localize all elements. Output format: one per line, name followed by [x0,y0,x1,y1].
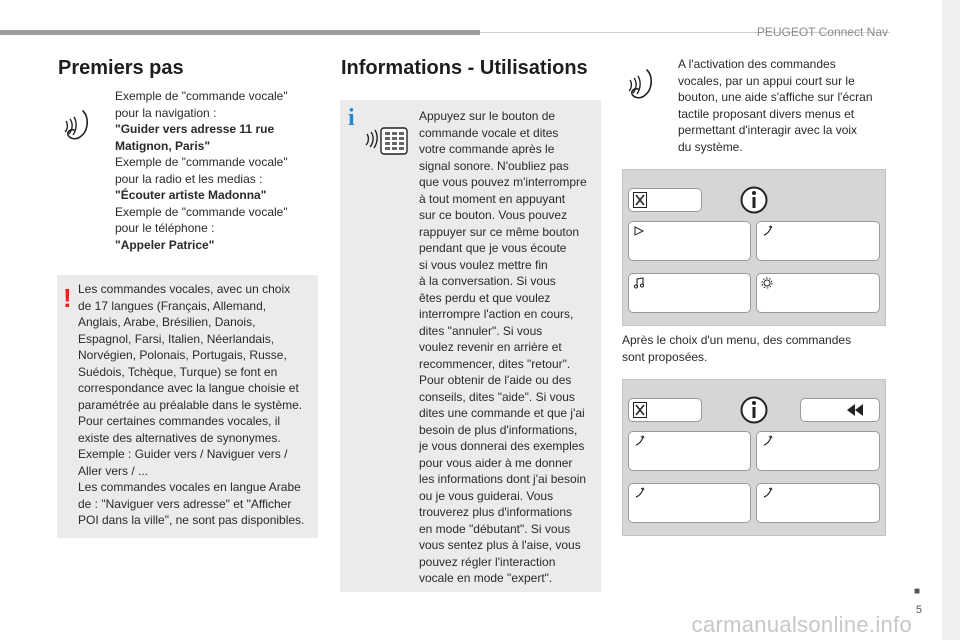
text-line: recommencer, dites "retour". [419,356,571,371]
text-line: Suédois, Tchèque, Turque) se font en [78,364,278,379]
text-line: Anglais, Arabe, Brésilien, Danois, [78,315,256,329]
header-title: PEUGEOT Connect Nav [756,25,888,39]
phone-icon [633,487,645,499]
command-button-1[interactable] [628,431,751,471]
voice-button-icon [363,118,411,158]
text-line: Exemple de "commande vocale" [115,89,288,103]
text-line: Pour obtenir de l'aide ou des [419,373,572,387]
close-icon [633,192,647,208]
page-edge-strip [942,0,960,640]
text-line: à tout moment en appuyant [419,191,566,206]
text-line: êtes perdu et que voulez [419,290,551,305]
text-line: bouton, une aide s'affiche sur l'écran [678,90,873,104]
text-line: correspondance avec la langue choisie et [78,381,299,395]
text-line: "Écouter artiste Madonna" [115,188,267,202]
text-line: pour vous aider à me donner [419,455,573,470]
menu-navigation-button[interactable] [628,221,751,261]
text-line: Pour certaines commandes vocales, il [78,414,281,428]
text-line: trouverez plus d'informations [419,505,573,519]
watermark: carmanualsonline.info [691,612,912,637]
text-line: Espagnol, Farsi, Italien, Néerlandais, [78,331,275,346]
close-button-2[interactable] [628,398,702,422]
command-button-3[interactable] [628,483,751,523]
text-line: vocales, par un appui court sur le [678,73,855,88]
warning-icon: ! [63,283,72,313]
text-line: votre commande après le [419,142,555,156]
text-line: du système. [678,139,743,154]
text-line: Appuyez sur le bouton de [419,109,556,123]
voice-command-icon [62,107,102,143]
phone-icon [761,487,773,499]
text-line: Norvégien, Polonais, Portugais, Russe, [78,348,287,362]
text-line: pour la radio et les medias : [115,171,263,186]
text-line: tactile proposant divers menus et [678,106,855,121]
command-button-2[interactable] [756,431,880,471]
text-line: ou je vous guiderai. Vous [419,488,554,503]
premiers-heading: Premiers pas [58,57,184,79]
text-line: je vous donnerai des exemples [419,439,585,453]
text-line: existe des alternatives de synonymes. [78,430,281,445]
text-line: interrompre l'action en cours, [419,307,574,321]
text-line: POI dans la ville", ne sont pas disponibles. [78,513,305,527]
text-line: voulez revenir en arrière et [419,340,562,354]
text-line: les informations dont j'ai besoin [419,472,587,486]
close-icon [633,402,647,418]
text-line: Les commandes vocales en langue Arabe [78,480,301,494]
text-line: commande vocale et dites [419,125,559,140]
text-line: en mode "débutant". Si vous [419,521,571,536]
voice-help-screen [622,169,886,326]
after-menu-text [622,332,886,365]
text-line: signal sonore. N'oubliez pas [419,158,569,173]
text-line: "Guider vers adresse 11 rue [115,122,275,136]
footer-marker: ■ [913,586,920,597]
text-line: pour le téléphone : [115,221,215,235]
menu-settings-button[interactable] [756,273,880,313]
info-icon: i [348,105,355,131]
menu-phone-button[interactable] [756,221,880,261]
text-line: "Appeler Patrice" [115,237,215,252]
text-line: pouvez régler l'interaction [419,554,556,569]
menu-media-button[interactable] [628,273,751,313]
text-line: que vous pouvez m'interrompre [419,175,587,189]
text-line: pendant que je vous écoute [419,241,567,255]
text-line: Exemple de "commande vocale" [115,204,288,219]
text-line: permettant d'interagir avec la voix [678,123,858,137]
text-line: de 17 langues (Français, Allemand, [78,298,267,313]
top-bar [0,30,480,35]
music-note-icon [633,277,645,289]
command-list-screen [622,379,886,536]
premiers-examples [115,88,315,253]
info-heading: Informations - Utilisations [341,57,588,79]
text-line: rappuyer sur ce même bouton [419,224,580,239]
text-line: Exemple de "commande vocale" [115,155,288,169]
info-text [419,108,599,587]
text-line: Matignon, Paris" [115,138,211,153]
phone-icon [761,225,773,237]
text-line: conseils, dites "aide". Si vous [419,389,575,404]
back-arrow-icon [845,402,865,418]
info-circle-icon[interactable] [739,395,769,425]
text-line: vous sentez plus à l'aise, vous [419,538,581,552]
gear-icon [761,277,773,289]
text-line: dites "annuler". Si vous [419,323,543,338]
text-line: A l'activation des commandes [678,57,836,71]
voice-command-icon-2 [626,66,666,102]
text-line: si vous voulez mettre fin [419,257,548,272]
text-line: sont proposées. [622,349,708,364]
text-line: vocale en mode "expert". [419,571,553,585]
text-line: sur ce bouton. Vous pouvez [419,208,568,222]
warning-text [78,281,318,529]
text-line: à la conversation. Si vous [419,274,556,288]
text-line: Après le choix d'un menu, des commandes [622,333,852,347]
text-line: de : "Naviguer vers adresse" et "Afficher [78,496,292,511]
text-line: paramétrée au préalable dans le système. [78,397,303,412]
text-line: besoin de plus d'informations, [419,422,578,437]
back-button[interactable] [800,398,880,422]
text-line: dites une commande et que j'ai [419,406,585,420]
text-line: Exemple : Guider vers / Naviguer vers / [78,447,288,461]
phone-icon [633,435,645,447]
phone-icon [761,435,773,447]
info-circle-icon[interactable] [739,185,769,215]
command-button-4[interactable] [756,483,880,523]
navigation-icon [633,225,645,237]
page-number: 5 [915,604,922,616]
close-button[interactable] [628,188,702,212]
activation-text [678,56,888,155]
text-line: pour la navigation : [115,105,217,120]
text-line: Aller vers / ... [78,463,149,478]
text-line: Les commandes vocales, avec un choix [78,282,291,296]
